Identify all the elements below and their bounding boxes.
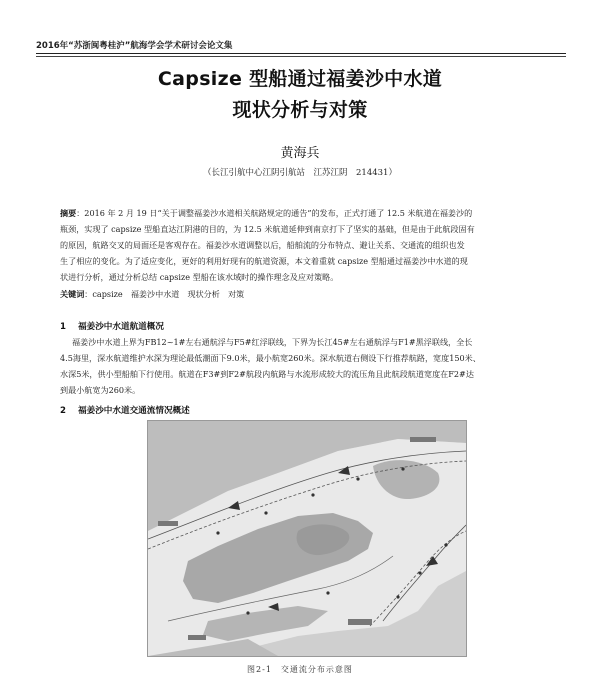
figure-caption: 图2-1 交通流分布示意图	[247, 665, 353, 674]
river-map-graphic	[148, 421, 466, 656]
paper-title-line-2: 现状分析与对策	[232, 99, 368, 121]
header-rule-thin	[36, 56, 566, 57]
traffic-flow-figure	[147, 420, 467, 657]
keywords-line: 关键词：capsize 福姜沙中水道 现状分析 对策	[60, 289, 245, 299]
body-text-line: 福姜沙中水道上界为FB12~1#左右通航浮与F5#红浮联线，下界为长江45#左右通航浮与F1#黑浮联线，全长	[72, 337, 473, 347]
abstract-line: 瓶颈，实现了 capsize 型船直达江阴港的目的，为 12.5 米航道延伸到南京打下了坚实的基础，但是由于此航段固有	[60, 224, 475, 234]
header-rule	[36, 53, 566, 54]
body-text-line: 4.5海里，深水航道维护水深为理论最低潮面下9.0米，最小航宽260米。深水航道右侧设下行推荐航路，宽度150米、	[60, 353, 481, 363]
section-heading: 2 福姜沙中水道交通流情况概述	[60, 406, 190, 416]
abstract-label: 摘要	[60, 208, 77, 218]
keywords-label: 关键词	[60, 289, 85, 299]
abstract-line: 生了相应的变化。为了适应变化，更好的利用好现有的航道资源，本文着重就 capsize 型船通过福姜沙中水道的现	[60, 256, 468, 266]
abstract-line: 摘要：2016 年 2 月 19 日“关于调整福姜沙水道相关航路规定的通告”的发布，正式打通了 12.5 米航道在福姜沙的	[60, 208, 473, 218]
abstract-line: 的原因，航路交叉的局面还是客观存在。福姜沙水道调整以后，船舶流的分布特点、避让关系、交通流的组织也发	[60, 240, 465, 250]
running-head: 2016年“苏浙闽粤桂沪”航海学会学术研讨会论文集	[36, 41, 233, 51]
author-name: 黄海兵	[280, 146, 320, 161]
author-affiliation: （长江引航中心江阴引航站 江苏江阴 214431）	[203, 168, 397, 178]
body-text-line: 到最小航宽为260米。	[60, 385, 141, 395]
section-heading: 1 福姜沙中水道航道概况	[60, 322, 164, 332]
abstract-line: 状进行分析，通过分析总结 capsize 型船在该水域时的操作理念及应对策略。	[60, 272, 339, 282]
body-text-line: 水深5米，供小型船舶下行使用。航道在F3#到F2#航段内航路与水流形成较大的流压角且此航段航道宽度在F2#达	[60, 369, 474, 379]
paper-title-line-1: Capsize 型船通过福姜沙中水道	[157, 68, 443, 90]
